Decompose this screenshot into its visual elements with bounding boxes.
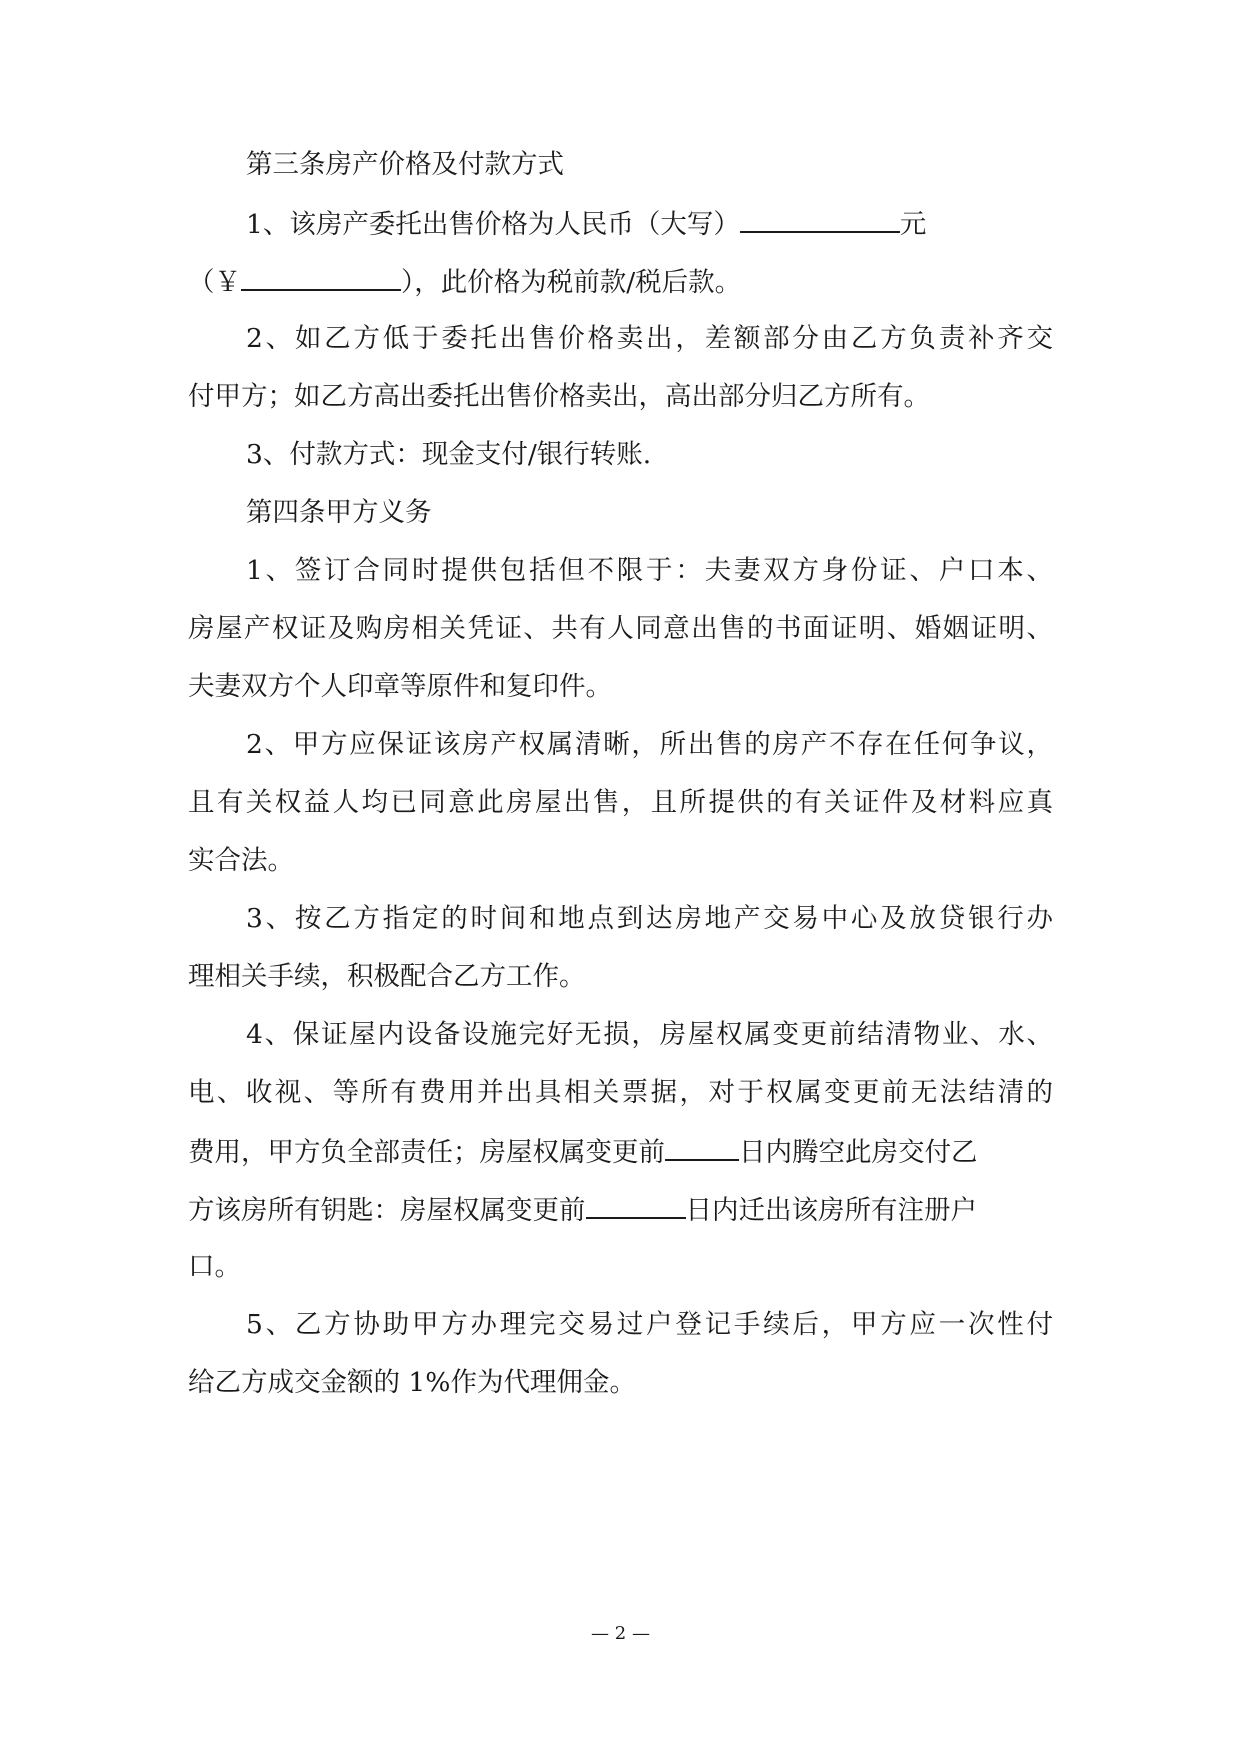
article4-p1-line3: 夫妻双方个人印章等原件和复印件。 bbox=[188, 671, 612, 702]
article3-p1-text-c: （￥ bbox=[188, 267, 241, 298]
article4-p2-line2: 且有关权益人均已同意此房屋出售，且所提供的有关证件及材料应真 bbox=[188, 787, 1053, 818]
article4-p4-text-3a: 费用，甲方负全部责任；房屋权属变更前 bbox=[188, 1137, 665, 1168]
article3-p1-line1 bbox=[246, 203, 926, 243]
article4-p3-line2: 理相关手续，积极配合乙方工作。 bbox=[188, 961, 586, 992]
article3-heading: 第三条房产价格及付款方式 bbox=[246, 149, 564, 180]
article4-p5-line2: 给乙方成交金额的 1%作为代理佣金。 bbox=[188, 1367, 636, 1398]
article4-p4-text-4b: 日内迁出该房所有注册户 bbox=[685, 1195, 977, 1226]
article4-heading: 第四条甲方义务 bbox=[246, 497, 432, 528]
article3-p2-line1: 2、如乙方低于委托出售价格卖出，差额部分由乙方负责补齐交 bbox=[246, 323, 1053, 354]
page-number: — 2 — bbox=[591, 1623, 650, 1644]
article4-p4-line4 bbox=[188, 1189, 977, 1229]
article4-p5-line1: 5、乙方协助甲方办理完交易过户登记手续后，甲方应一次性付 bbox=[246, 1309, 1053, 1340]
article3-p3: 3、付款方式：现金支付/银行转账. bbox=[246, 439, 652, 470]
article4-p2-line3: 实合法。 bbox=[188, 845, 294, 876]
article3-p1-text-a: 1、该房产委托出售价格为人民币（大写） bbox=[246, 209, 740, 240]
article4-p4-line3 bbox=[188, 1131, 978, 1171]
article4-p1-line1: 1、签订合同时提供包括但不限于：夫妻双方身份证、户口本、 bbox=[246, 555, 1053, 586]
article3-p1-text-d: ），此价格为税前款/税后款。 bbox=[401, 267, 742, 298]
article4-p4-line5: 口。 bbox=[188, 1251, 241, 1282]
vacate-days-blank bbox=[665, 1131, 739, 1161]
price-chinese-blank bbox=[740, 203, 900, 233]
article4-p2-line1: 2、甲方应保证该房产权属清晰，所出售的房产不存在任何争议， bbox=[246, 729, 1053, 760]
article3-p1-text-b: 元 bbox=[899, 209, 927, 240]
article4-p4-line1: 4、保证屋内设备设施完好无损，房屋权属变更前结清物业、水、 bbox=[246, 1019, 1053, 1050]
article4-p4-line2: 电、收视、等所有费用并出具相关票据，对于权属变更前无法结清的 bbox=[188, 1077, 1053, 1108]
price-number-blank bbox=[241, 261, 401, 291]
article4-p4-text-3b: 日内腾空此房交付乙 bbox=[739, 1137, 978, 1168]
article4-p1-line2: 房屋产权证及购房相关凭证、共有人同意出售的书面证明、婚姻证明、 bbox=[188, 613, 1053, 644]
household-days-blank bbox=[586, 1189, 686, 1219]
article3-p2-line2: 付甲方；如乙方高出委托出售价格卖出，高出部分归乙方所有。 bbox=[188, 381, 930, 412]
article4-p4-text-4a: 方该房所有钥匙：房屋权属变更前 bbox=[188, 1195, 586, 1226]
article3-p1-line2 bbox=[188, 261, 741, 301]
article4-p3-line1: 3、按乙方指定的时间和地点到达房地产交易中心及放贷银行办 bbox=[246, 903, 1053, 934]
